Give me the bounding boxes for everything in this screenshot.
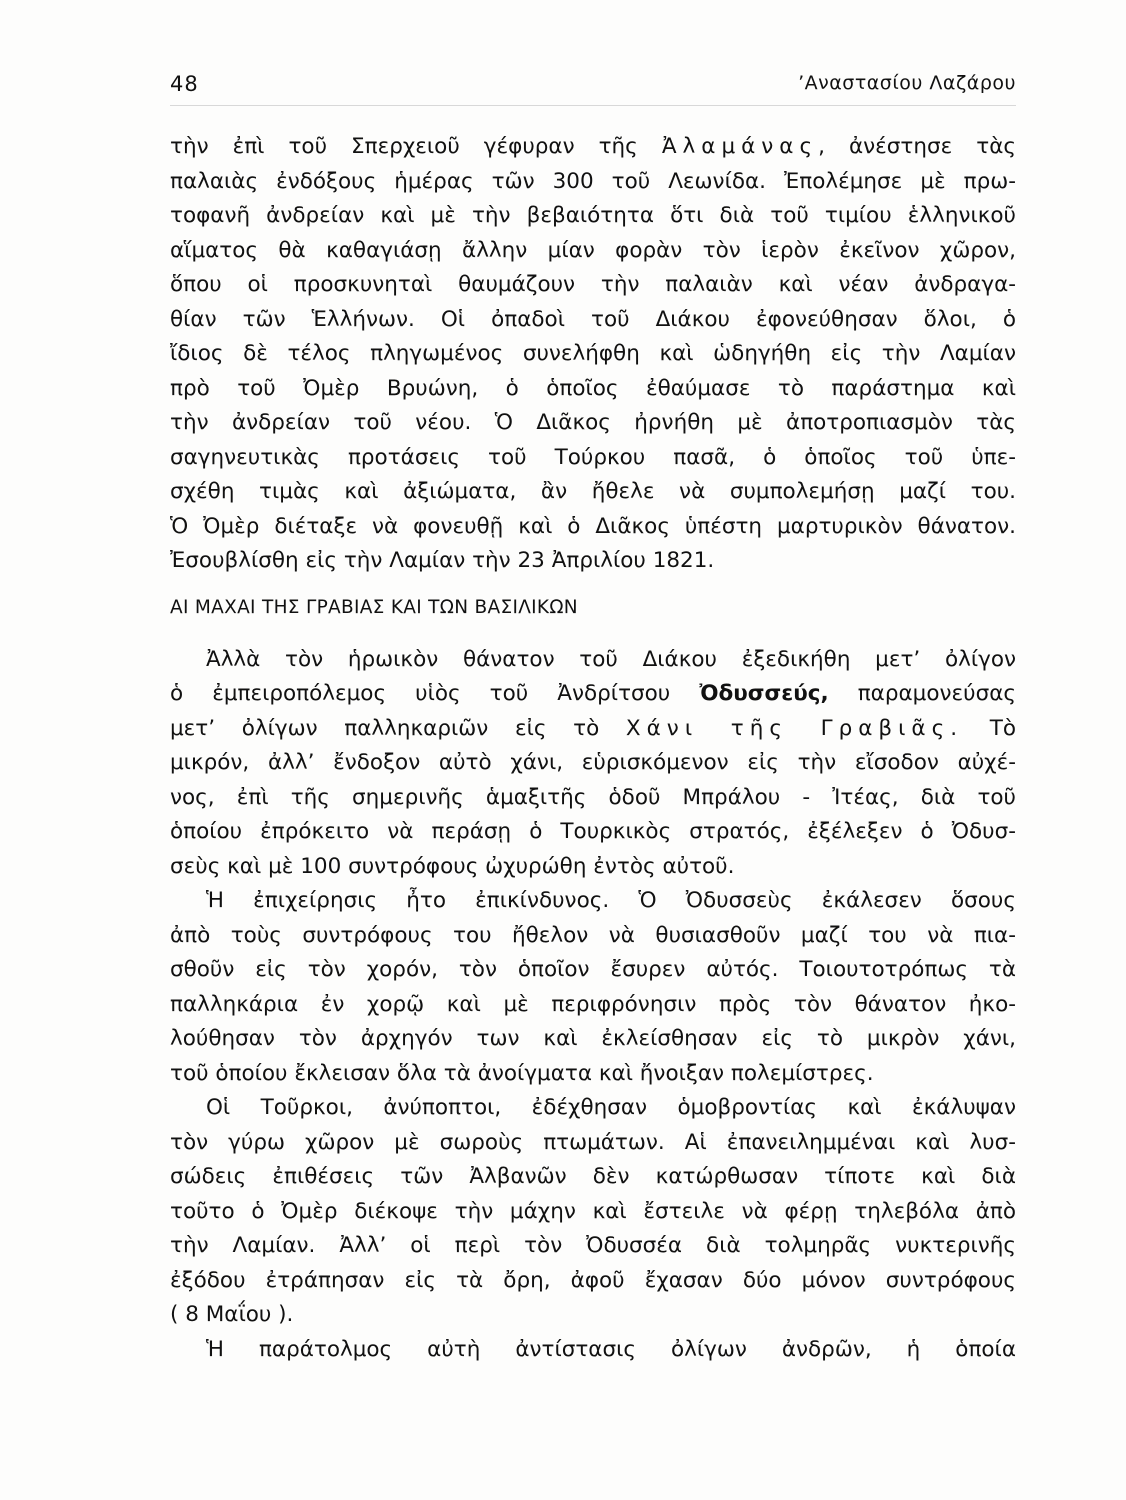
text-line: Ὁ Ὀμὲρ διέταξε νὰ φονευθῇ καὶ ὁ Διᾶκος ὑπέστη μαρτυρικὸν θάνατον. bbox=[170, 513, 1016, 539]
text-line: ὅπου οἱ προσκυνηταὶ θαυμάζουν τὴν παλαιὰν καὶ νέαν ἀνδραγα- bbox=[170, 272, 1016, 297]
body-text bbox=[170, 130, 1016, 1367]
text-line: μικρόν, ἀλλ’ ἔνδοξον αὐτὸ χάνι, εὑρισκόμενον εἰς τὴν εἴσοδον αὐχέ- bbox=[170, 750, 1016, 775]
name-odysseus: Ὀδυσσεύς, bbox=[699, 681, 829, 706]
text-line: Ἡ ἐπιχείρησις ἦτο ἐπικίνδυνος. Ὁ Ὀδυσσεὺς ἐκάλεσεν ὅσους bbox=[206, 888, 1016, 913]
place-name-alamana: Ἀλαμάνας bbox=[661, 134, 819, 159]
page-number: 48 bbox=[170, 72, 199, 96]
text-line: τὴν Λαμίαν. Ἀλλ’ οἱ περὶ τὸν Ὀδυσσέα διὰ τολμηρᾶς νυκτερινῆς bbox=[170, 1233, 1016, 1258]
text-line: μετ’ ὀλίγων παλληκαριῶν εἰς τὸ Χάνι τῆς Γραβιᾶς. Τὸ bbox=[170, 715, 1016, 741]
text-line: ἐξόδου ἐτράπησαν εἰς τὰ ὄρη, ἀφοῦ ἔχασαν δύο μόνον συντρόφους bbox=[170, 1267, 1016, 1293]
paragraph-5 bbox=[170, 1333, 1016, 1368]
text-line: σεὺς καὶ μὲ 100 συντρόφους ὠχυρώθη ἐντὸς αὐτοῦ. bbox=[170, 853, 735, 879]
text-line: σχέθη τιμὰς καὶ ἀξιώματα, ἂν ἤθελε νὰ συμπολεμήσῃ μαζί του. bbox=[170, 479, 1016, 504]
text-line: παλληκάρια ἐν χορῷ καὶ μὲ περιφρόνησιν πρὸς τὸν θάνατον ἠκο- bbox=[170, 991, 1016, 1017]
text-line: τὴν ἐπὶ τοῦ Σπερχειοῦ γέφυραν τῆς Ἀλαμάνας, ἀνέστησε τὰς bbox=[170, 134, 1016, 159]
text-line: θίαν τῶν Ἑλλήνων. Οἱ ὀπαδοὶ τοῦ Διάκου ἐφονεύθησαν ὅλοι, ὁ bbox=[170, 306, 1016, 332]
text-line: τοῦτο ὁ Ὀμὲρ διέκοψε τὴν μάχην καὶ ἔστειλε νὰ φέρῃ τηλεβόλα ἀπὸ bbox=[170, 1198, 1016, 1224]
text-line: παλαιὰς ἐνδόξους ἡμέρας τῶν 300 τοῦ Λεωνίδα. Ἐπολέμησε μὲ πρω- bbox=[170, 168, 1016, 194]
text-line: ( 8 Μαΐου ). bbox=[170, 1302, 294, 1327]
text-line: Ἐσουβλίσθη εἰς τὴν Λαμίαν τὴν 23 Ἀπριλίου 1821. bbox=[170, 548, 715, 573]
text-line: ὁποίου ἐπρόκειτο νὰ περάσῃ ὁ Τουρκικὸς στρατός, ἐξέλεξεν ὁ Ὀδυσ- bbox=[170, 819, 1016, 844]
place-name-hani-gravias: Χάνι τῆς Γραβιᾶς. bbox=[625, 715, 964, 741]
text-line: σθοῦν εἰς τὸν χορόν, τὸν ὁποῖον ἔσυρεν αὐτός. Τοιουτοτρόπως τὰ bbox=[170, 957, 1016, 982]
text-line: τοῦ ὁποίου ἔκλεισαν ὅλα τὰ ἀνοίγματα καὶ ἤνοιξαν πολεμίστρες. bbox=[170, 1060, 874, 1086]
text-line: πρὸ τοῦ Ὀμὲρ Βρυώνη, ὁ ὁποῖος ἐθαύμασε τὸ παράστημα καὶ bbox=[170, 375, 1016, 401]
text-line: νος, ἐπὶ τῆς σημερινῆς ἁμαξιτῆς ὁδοῦ Μπράλου - Ἰτέας, διὰ τοῦ bbox=[170, 784, 1016, 810]
text-line: ἴδιος δὲ τέλος πληγωμένος συνελήφθη καὶ ὡδηγήθη εἰς τὴν Λαμίαν bbox=[170, 341, 1016, 366]
running-head: ’Αναστασίου Λαζάρου bbox=[798, 72, 1016, 94]
text-line: τὴν ἀνδρείαν τοῦ νέου. Ὁ Διᾶκος ἠρνήθη μὲ ἀποτροπιασμὸν τὰς bbox=[170, 410, 1016, 435]
text-line: σώδεις ἐπιθέσεις τῶν Ἀλβανῶν δὲν κατώρθωσαν τίποτε καὶ διὰ bbox=[170, 1164, 1016, 1189]
text-line: λούθησαν τὸν ἀρχηγόν των καὶ ἐκλείσθησαν εἰς τὸ μικρὸν χάνι, bbox=[170, 1026, 1016, 1051]
text-line: ὁ ἐμπειροπόλεμος υἱὸς τοῦ Ἀνδρίτσου Ὀδυσσεύς, παραμονεύσας bbox=[170, 681, 1016, 706]
text-line: σαγηνευτικὰς προτάσεις τοῦ Τούρκου πασᾶ, ὁ ὁποῖος τοῦ ὑπε- bbox=[170, 444, 1016, 470]
paragraph-1 bbox=[170, 130, 1016, 579]
paragraph-3 bbox=[170, 884, 1016, 1091]
section-heading: ΑΙ ΜΑΧΑΙ ΤΗΣ ΓΡΑΒΙΑΣ ΚΑΙ ΤΩΝ ΒΑΣΙΛΙΚΩΝ bbox=[170, 596, 578, 618]
text-line: αἵματος θὰ καθαγιάσῃ ἄλλην μίαν φορὰν τὸν ἱερὸν ἐκεῖνον χῶρον, bbox=[170, 237, 1016, 263]
text-line: ἀπὸ τοὺς συντρόφους του ἤθελον νὰ θυσιασθοῦν μαζί του νὰ πια- bbox=[170, 922, 1016, 948]
paragraph-4 bbox=[170, 1091, 1016, 1333]
text-line: Ἡ παράτολμος αὐτὴ ἀντίστασις ὀλίγων ἀνδρῶν, ἡ ὁποία bbox=[206, 1336, 1016, 1362]
header-rule bbox=[170, 105, 1016, 106]
text-line: Ἀλλὰ τὸν ἡρωικὸν θάνατον τοῦ Διάκου ἐξεδικήθη μετ’ ὀλίγον bbox=[206, 646, 1016, 672]
text-line: τὸν γύρω χῶρον μὲ σωροὺς πτωμάτων. Αἱ ἐπανειλημμέναι καὶ λυσ- bbox=[170, 1129, 1016, 1155]
text-line: τοφανῆ ἀνδρείαν καὶ μὲ τὴν βεβαιότητα ὅτι διὰ τοῦ τιμίου ἑλληνικοῦ bbox=[170, 203, 1016, 228]
page-header bbox=[170, 72, 1016, 108]
text-line: Οἱ Τοῦρκοι, ἀνύποπτοι, ἐδέχθησαν ὁμοβροντίας καὶ ἐκάλυψαν bbox=[206, 1095, 1016, 1120]
paragraph-2 bbox=[170, 643, 1016, 885]
